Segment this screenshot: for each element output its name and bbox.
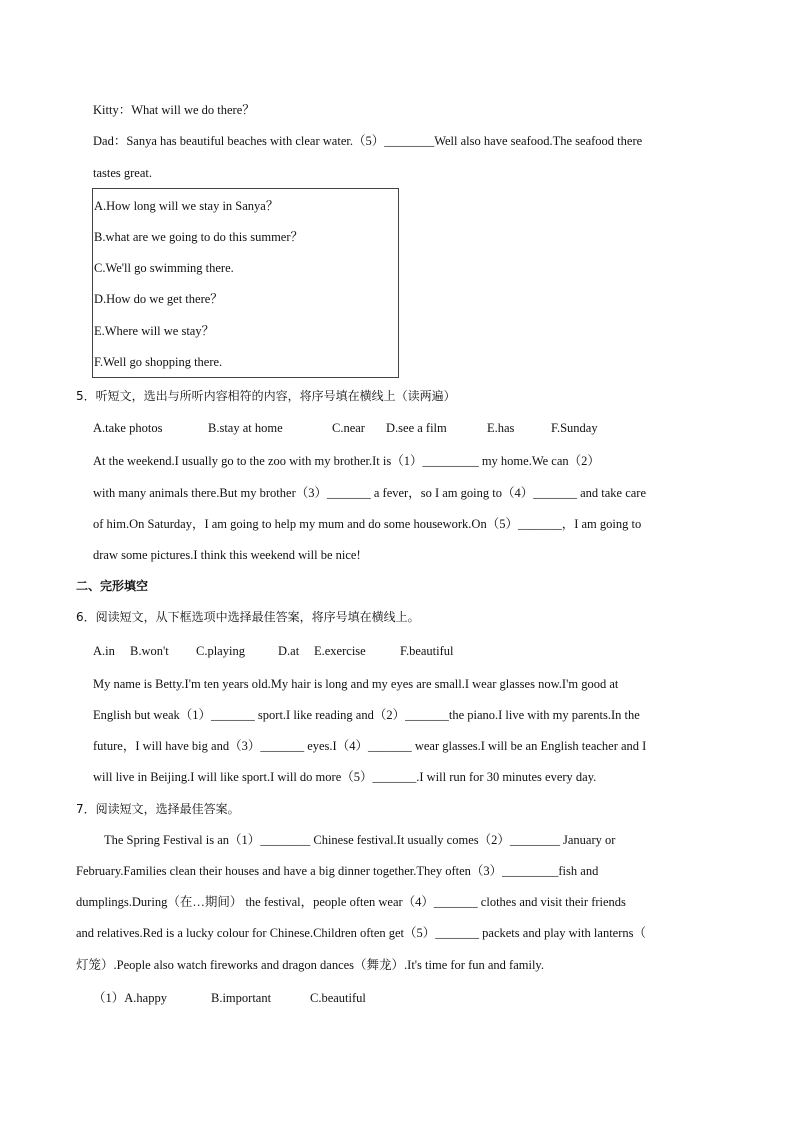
- q5-option-e: E.has: [487, 421, 515, 435]
- box-option-b: B.what are we going to do this summer？: [94, 230, 303, 244]
- dialogue-kitty: Kitty：What will we do there？: [93, 103, 255, 117]
- q5-line4: draw some pictures.I think this weekend will be nice!: [93, 548, 361, 562]
- q5-option-a: A.take photos: [93, 421, 163, 435]
- q7-title: 7．阅读短文，选择最佳答案。: [76, 802, 240, 816]
- q6-title: 6．阅读短文，从下框选项中选择最佳答案，将序号填在横线上。: [76, 610, 420, 624]
- q5-line3: of him.On Saturday，I am going to help my mum and do some housework.On（5）_______，I am going to: [93, 517, 642, 531]
- q5-option-f: F.Sunday: [551, 421, 598, 435]
- q6-option-e: E.exercise: [314, 644, 366, 658]
- q5-option-d: D.see a film: [386, 421, 447, 435]
- q5-option-b: B.stay at home: [208, 421, 283, 435]
- box-option-f: F.Well go shopping there.: [94, 355, 223, 369]
- q6-line4: will live in Beijing.I will like sport.I will do more（5）_______.I will run for 30 minutes every day.: [93, 770, 597, 784]
- box-option-c: C.We'll go swimming there.: [94, 261, 234, 275]
- q6-option-a: A.in: [93, 644, 115, 658]
- q5-title: 5．听短文，选出与所听内容相符的内容，将序号填在横线上（读两遍）: [76, 389, 456, 403]
- q5-line2: with many animals there.But my brother（3）_______ a fever，so I am going to（4）_______ and take care: [93, 486, 646, 500]
- box-option-e: E.Where will we stay？: [94, 324, 215, 338]
- q7-line5: 灯笼）.People also watch fireworks and dragon dances（舞龙）.It's time for fun and family.: [76, 958, 544, 972]
- q7-line2: February.Families clean their houses and have a big dinner together.They often（3）_________fish and: [76, 864, 599, 878]
- q7-line4: and relatives.Red is a lucky colour for Chinese.Children often get（5）_______ packets and play with lanterns（: [76, 926, 647, 940]
- q6-line2: English but weak（1）_______ sport.I like reading and（2）_______the piano.I live with my parents.In the: [93, 708, 640, 722]
- q5-option-c: C.near: [332, 421, 365, 435]
- q6-line1: My name is Betty.I'm ten years old.My hair is long and my eyes are small.I wear glasses now.I'm good at: [93, 677, 619, 691]
- dialogue-dad-line1: Dad：Sanya has beautiful beaches with clear water.（5）________Well also have seafood.The seafood there: [93, 134, 643, 148]
- box-option-a: A.How long will we stay in Sanya？: [94, 199, 279, 213]
- q7-line3: dumplings.During（在…期间） the festival，people often wear（4）_______ clothes and visit their friends: [76, 895, 626, 909]
- box-option-d: D.How do we get there？: [94, 292, 223, 306]
- q6-option-d: D.at: [278, 644, 300, 658]
- q7-sub1-option-a: （1）A.happy: [93, 991, 167, 1005]
- q6-option-f: F.beautiful: [400, 644, 454, 658]
- dialogue-dad-line2: tastes great.: [93, 166, 153, 180]
- q7-sub1-option-b: B.important: [211, 991, 272, 1005]
- section-title-cloze: 二、完形填空: [76, 579, 149, 593]
- options-box: [92, 188, 399, 378]
- q6-line3: future，I will have big and（3）_______ eyes.I（4）_______ wear glasses.I will be an English teacher and I: [93, 739, 647, 753]
- q6-option-c: C.playing: [196, 644, 245, 658]
- q7-sub1-option-c: C.beautiful: [310, 991, 366, 1005]
- q5-line1: At the weekend.I usually go to the zoo with my brother.It is（1）_________ my home.We can（2）: [93, 454, 600, 468]
- q7-line1: The Spring Festival is an（1）________ Chinese festival.It usually comes（2）________ January or: [104, 833, 616, 847]
- q6-option-b: B.won't: [130, 644, 169, 658]
